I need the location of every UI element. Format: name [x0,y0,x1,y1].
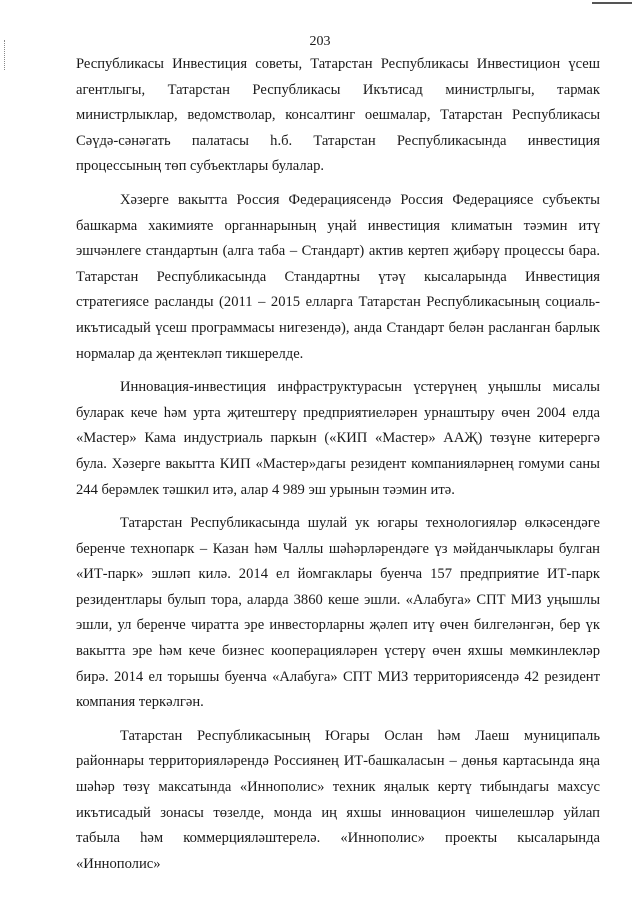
paragraph-2: Хәзерге вакытта Россия Федерациясендә Россия Федерациясе субъекты башкарма хакимияте органнарының уңай инвестиция климатын тәэмин итү эшчәнлеге стандартын (алга таба – Стандарт) актив кертеп җибәрү процессы бара. Татарстан Республикасында Стандартны үтәү кысаларында Инвестиция стратегиясе расланды (2011 – 2015 елларга Татарстан Республикасының социаль-икътисадый үсеш программасы нигезендә), анда Стандарт белән расланган барлык нормалар да җентекләп тикшерелде. [76,191,600,362]
paragraph-4: Татарстан Республикасында шулай ук югары технологияләр өлкәсендәге беренче технопарк – Казан һәм Чаллы шәһәрләрендәге үз мәйданчыклары булган «ИТ-парк» эшләп килә. 2014 ел йомгаклары буенча 157 предприятие ИТ-парк резидентлары булып тора, аларда 3860 кеше эшли. «Алабуга» СПТ МИЗ уңышлы эшли, ул беренче чиратта эре инвесторларны җәлеп итү өчен билгеләнгән, бер үк вакытта эре һәм кече бизнес кооперацияләрен үстерү өчен яхшы мөмкинлекләр бирә. 2014 ел торышы буенча «Алабуга» СПТ МИЗ территориясендә 42 резидент компания теркәлгән. [76,515,600,711]
paragraph-3: Инновация-инвестиция инфраструктурасын үстерүнең уңышлы мисалы буларак кече һәм урта җитештерү предприятиеләрен урнаштыру өчен 2004 елда «Мастер» Кама индустриаль паркын («КИП «Мастер» ААҖ) төзүне китерергә була. Хәзерге вакытта КИП «Мастер»дагы резидент компанияләрнең гомуми саны 244 берәмлек тәшкил итә, алар 4 989 эш урынын тәэмин итә. [76,379,600,498]
body-text [76,52,600,877]
paragraph-5: Татарстан Республикасының Югары Ослан һәм Лаеш муниципаль районнары территорияләрендә Россиянең ИТ-башкаласын – дөнья картасында яңа шәһәр төзү максатында «Иннополис» техник яңалык кертү тибындагы махсус икътисадый зонасы төзелде, монда иң яхшы инновацион чишелешләр уйлап табыла һәм коммерцияләштерелә. «Иннополис» проекты кысаларында «Иннополис» [76,727,600,872]
page-number: 203 [309,34,331,49]
scan-edge-mark [592,2,632,7]
paragraph-1: Республикасы Инвестиция советы, Татарстан Республикасы Инвестицион үсеш агентлыгы, Татарстан Республикасы Икътисад министрлыгы, тармак министрлыклар, ведомстволар, консалтинг оешмалар, Татарстан Республикасы Сәүдә-сәнәгать палатасы һ.б. Татарстан Республикасында инвестиция процессының төп субъектлары булалар. [76,56,600,175]
